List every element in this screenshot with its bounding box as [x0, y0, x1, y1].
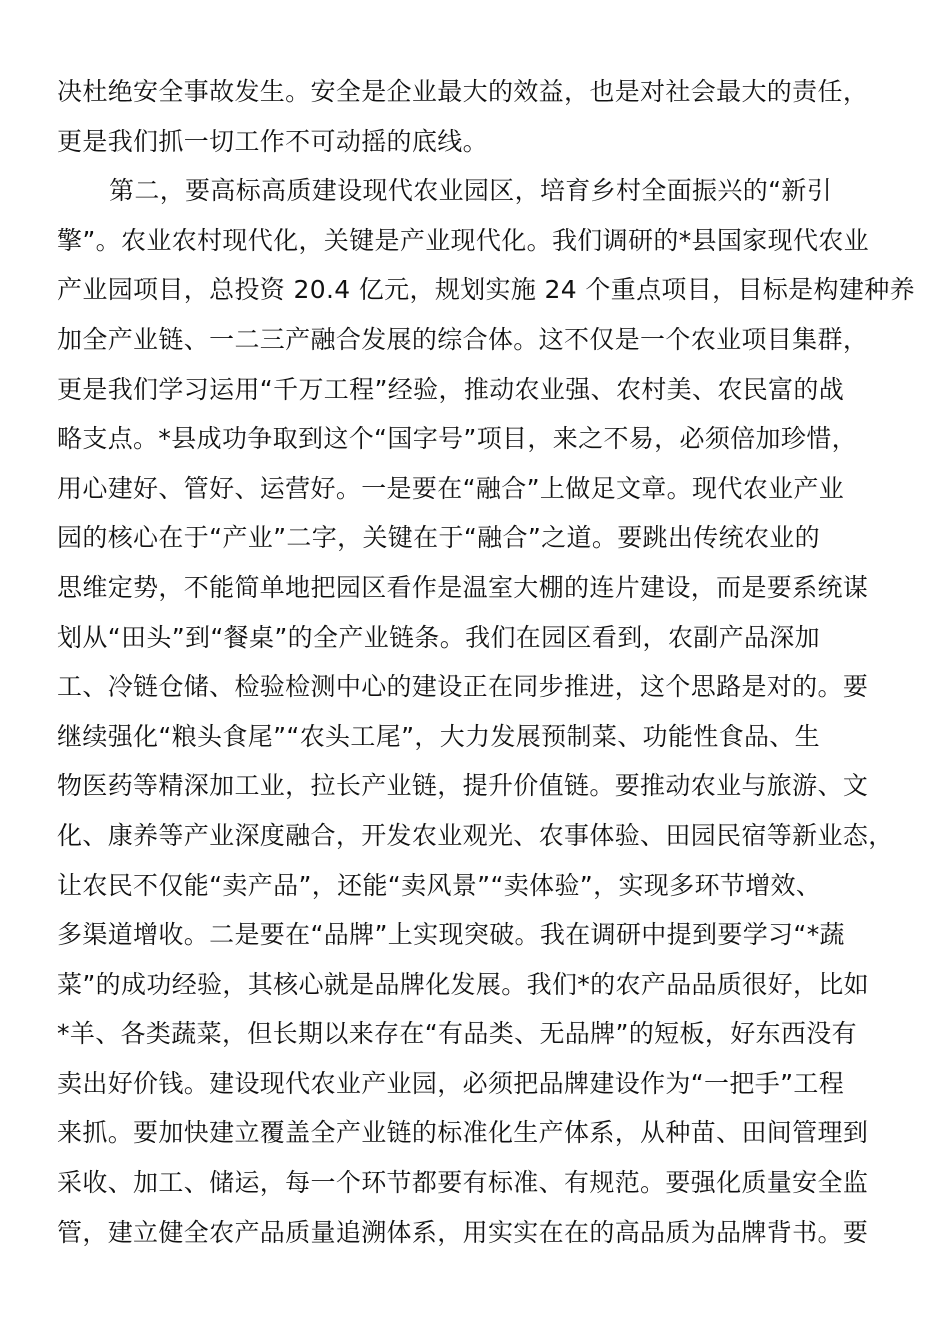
body-text	[57, 67, 915, 1257]
text-line: 菜”的成功经验，其核心就是品牌化发展。我们*的农产品品质很好，比如	[57, 969, 870, 999]
text-line: 更是我们抓一切工作不可动摇的底线。	[57, 126, 488, 156]
text-line: 多渠道增收。二是要在“品牌”上实现突破。我在调研中提到要学习“*蔬	[57, 920, 845, 950]
text-line: 擎”。农业农村现代化，关键是产业现代化。我们调研的*县国家现代农业	[57, 225, 870, 255]
text-line: 略支点。*县成功争取到这个“国字号”项目，来之不易，必须倍加珍惜，	[57, 424, 857, 454]
text-line: 决杜绝安全事故发生。安全是企业最大的效益，也是对社会最大的责任，	[57, 77, 869, 106]
text-line: 划从“田头”到“餐桌”的全产业链条。我们在园区看到，农副产品深加	[57, 622, 821, 652]
text-line: *羊、各类蔬菜，但长期以来存在“有品类、无品牌”的短板，好东西没有	[57, 1019, 857, 1049]
text-line: 来抓。要加快建立覆盖全产业链的标准化生产体系，从种苗、田间管理到	[57, 1118, 869, 1148]
text-line: 物医药等精深加工业，拉长产业链，提升价值链。要推动农业与旅游、文	[57, 771, 869, 801]
text-line: 思维定势，不能简单地把园区看作是温室大棚的连片建设，而是要系统谋	[57, 572, 869, 602]
text-line: 更是我们学习运用“千万工程”经验，推动农业强、农村美、农民富的战	[57, 374, 845, 404]
text-line: 管，建立健全农产品质量追溯体系，用实实在在的高品质为品牌背书。要	[57, 1217, 869, 1247]
text-line: 用心建好、管好、运营好。一是要在“融合”上做足文章。现代农业产业	[57, 473, 845, 503]
paragraph-start-line: 第二，要高标高质建设现代农业园区，培育乡村全面振兴的“新引	[109, 176, 833, 206]
text-line: 产业园项目，总投资 20.4 亿元，规划实施 24 个重点项目，目标是构建种养	[57, 275, 915, 305]
text-line: 工、冷链仓储、检验检测中心的建设正在同步推进，这个思路是对的。要	[57, 672, 869, 702]
text-line: 化、康养等产业深度融合，开发农业观光、农事体验、田园民宿等新业态，	[57, 820, 894, 850]
text-line: 让农民不仅能“卖产品”，还能“卖风景”“卖体验”，实现多环节增效、	[57, 870, 822, 900]
text-line: 卖出好价钱。建设现代农业产业园，必须把品牌建设作为“一把手”工程	[57, 1068, 845, 1098]
text-line: 园的核心在于“产业”二字，关键在于“融合”之道。要跳出传统农业的	[57, 523, 821, 553]
text-line: 加全产业链、一二三产融合发展的综合体。这不仅是一个农业项目集群，	[57, 324, 869, 354]
text-line: 继续强化“粮头食尾”“农头工尾”，大力发展预制菜、功能性食品、生	[57, 721, 821, 751]
text-line: 采收、加工、储运，每一个环节都要有标准、有规范。要强化质量安全监	[57, 1168, 869, 1198]
